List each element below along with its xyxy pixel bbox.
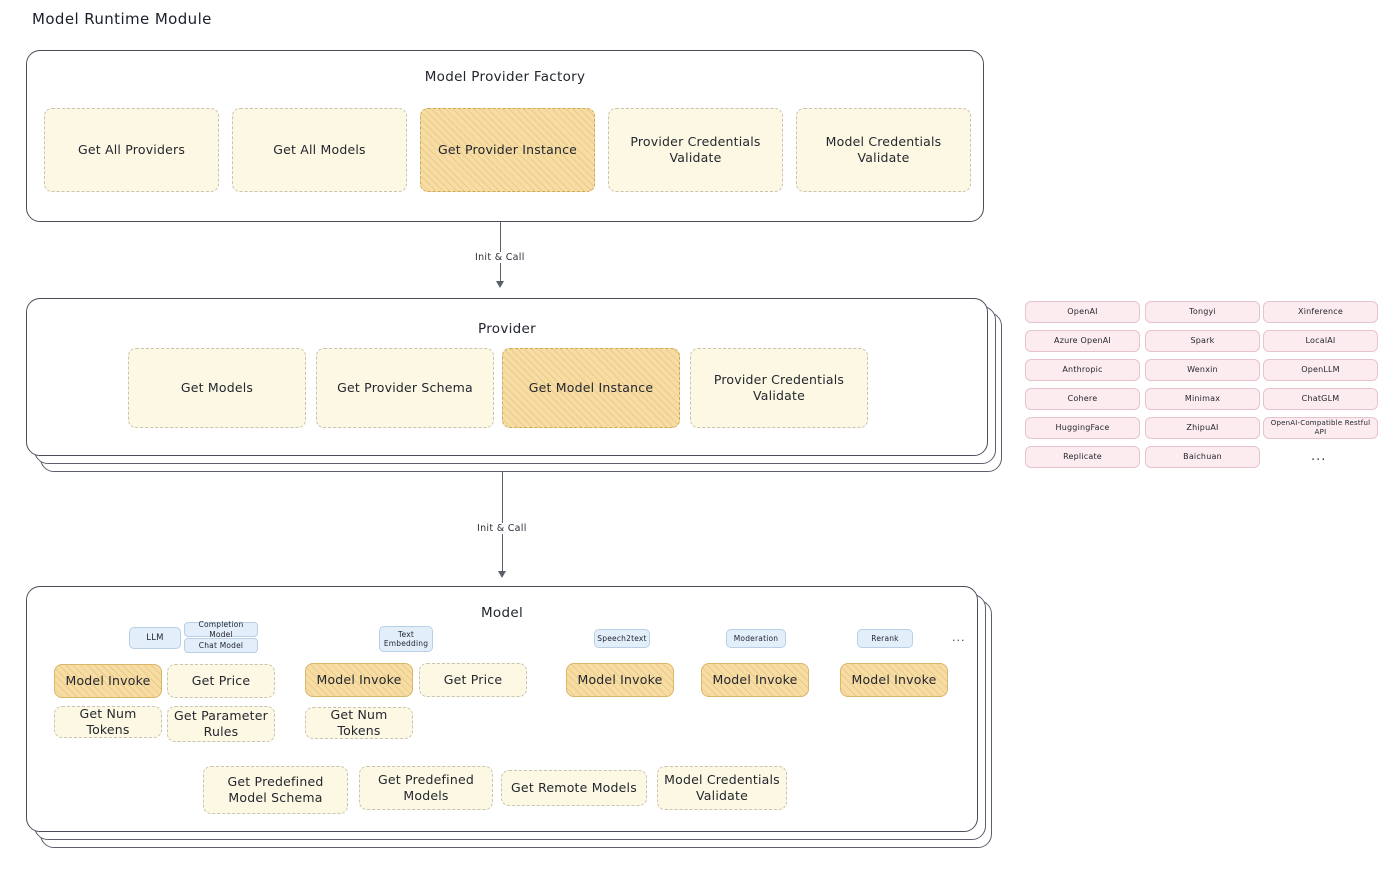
provider-tag-baichuan[interactable]: Baichuan <box>1145 446 1260 468</box>
node-get-predefined-model-schema[interactable]: Get Predefined Model Schema <box>203 766 348 814</box>
node-embedding-get-num-tokens[interactable]: Get Num Tokens <box>305 707 413 739</box>
node-llm-model-invoke[interactable]: Model Invoke <box>54 664 162 698</box>
node-llm-get-price[interactable]: Get Price <box>167 664 275 698</box>
node-get-provider-instance[interactable]: Get Provider Instance <box>420 108 595 192</box>
badge-text-embedding[interactable]: Text Embedding <box>379 626 433 652</box>
provider-tag-tongyi[interactable]: Tongyi <box>1145 301 1260 323</box>
node-get-model-instance[interactable]: Get Model Instance <box>502 348 680 428</box>
node-model-credentials-validate[interactable]: Model Credentials Validate <box>657 766 787 810</box>
panel-title-provider: Provider <box>478 321 536 337</box>
badge-chat-model[interactable]: Chat Model <box>184 638 258 653</box>
panel-title-model: Model <box>480 605 524 621</box>
provider-tag-openai-compatible[interactable]: OpenAI-Compatible Restful API <box>1263 417 1378 439</box>
provider-tag-huggingface[interactable]: HuggingFace <box>1025 417 1140 439</box>
provider-tag-anthropic[interactable]: Anthropic <box>1025 359 1140 381</box>
node-get-remote-models[interactable]: Get Remote Models <box>501 770 647 806</box>
node-provider-credentials-validate-factory[interactable]: Provider Credentials Validate <box>608 108 783 192</box>
providers-list-ellipsis: ... <box>1311 449 1327 464</box>
provider-tag-localai[interactable]: LocalAI <box>1263 330 1378 352</box>
provider-tag-zhipuai[interactable]: ZhipuAI <box>1145 417 1260 439</box>
node-llm-get-num-tokens[interactable]: Get Num Tokens <box>54 706 162 738</box>
provider-tag-replicate[interactable]: Replicate <box>1025 446 1140 468</box>
connector-factory-to-provider-label: Init & Call <box>472 252 528 263</box>
connector-provider-to-model-label: Init & Call <box>474 523 530 534</box>
provider-tag-azure-openai[interactable]: Azure OpenAI <box>1025 330 1140 352</box>
node-moderation-model-invoke[interactable]: Model Invoke <box>701 663 809 697</box>
badge-moderation[interactable]: Moderation <box>726 629 786 648</box>
panel-title-factory: Model Provider Factory <box>424 69 586 85</box>
model-types-ellipsis: ... <box>952 631 966 644</box>
provider-tag-minimax[interactable]: Minimax <box>1145 388 1260 410</box>
connector-factory-to-provider-arrow <box>496 281 504 288</box>
provider-tag-chatglm[interactable]: ChatGLM <box>1263 388 1378 410</box>
node-provider-credentials-validate[interactable]: Provider Credentials Validate <box>690 348 868 428</box>
node-get-predefined-models[interactable]: Get Predefined Models <box>359 766 493 810</box>
page-title: Model Runtime Module <box>32 10 212 28</box>
provider-tag-cohere[interactable]: Cohere <box>1025 388 1140 410</box>
node-rerank-model-invoke[interactable]: Model Invoke <box>840 663 948 697</box>
node-get-all-models[interactable]: Get All Models <box>232 108 407 192</box>
node-embedding-get-price[interactable]: Get Price <box>419 663 527 697</box>
provider-tag-xinference[interactable]: Xinference <box>1263 301 1378 323</box>
provider-tag-spark[interactable]: Spark <box>1145 330 1260 352</box>
badge-llm[interactable]: LLM <box>129 627 181 649</box>
badge-speech2text[interactable]: Speech2text <box>594 629 650 648</box>
node-model-credentials-validate-factory[interactable]: Model Credentials Validate <box>796 108 971 192</box>
provider-tag-wenxin[interactable]: Wenxin <box>1145 359 1260 381</box>
node-embedding-model-invoke[interactable]: Model Invoke <box>305 663 413 697</box>
provider-tag-openai[interactable]: OpenAI <box>1025 301 1140 323</box>
badge-rerank[interactable]: Rerank <box>857 629 913 648</box>
connector-provider-to-model-arrow <box>498 571 506 578</box>
node-speech2text-model-invoke[interactable]: Model Invoke <box>566 663 674 697</box>
node-get-all-providers[interactable]: Get All Providers <box>44 108 219 192</box>
badge-completion-model[interactable]: Completion Model <box>184 622 258 637</box>
node-llm-get-parameter-rules[interactable]: Get Parameter Rules <box>167 706 275 742</box>
provider-tag-openllm[interactable]: OpenLLM <box>1263 359 1378 381</box>
node-get-models[interactable]: Get Models <box>128 348 306 428</box>
node-get-provider-schema[interactable]: Get Provider Schema <box>316 348 494 428</box>
